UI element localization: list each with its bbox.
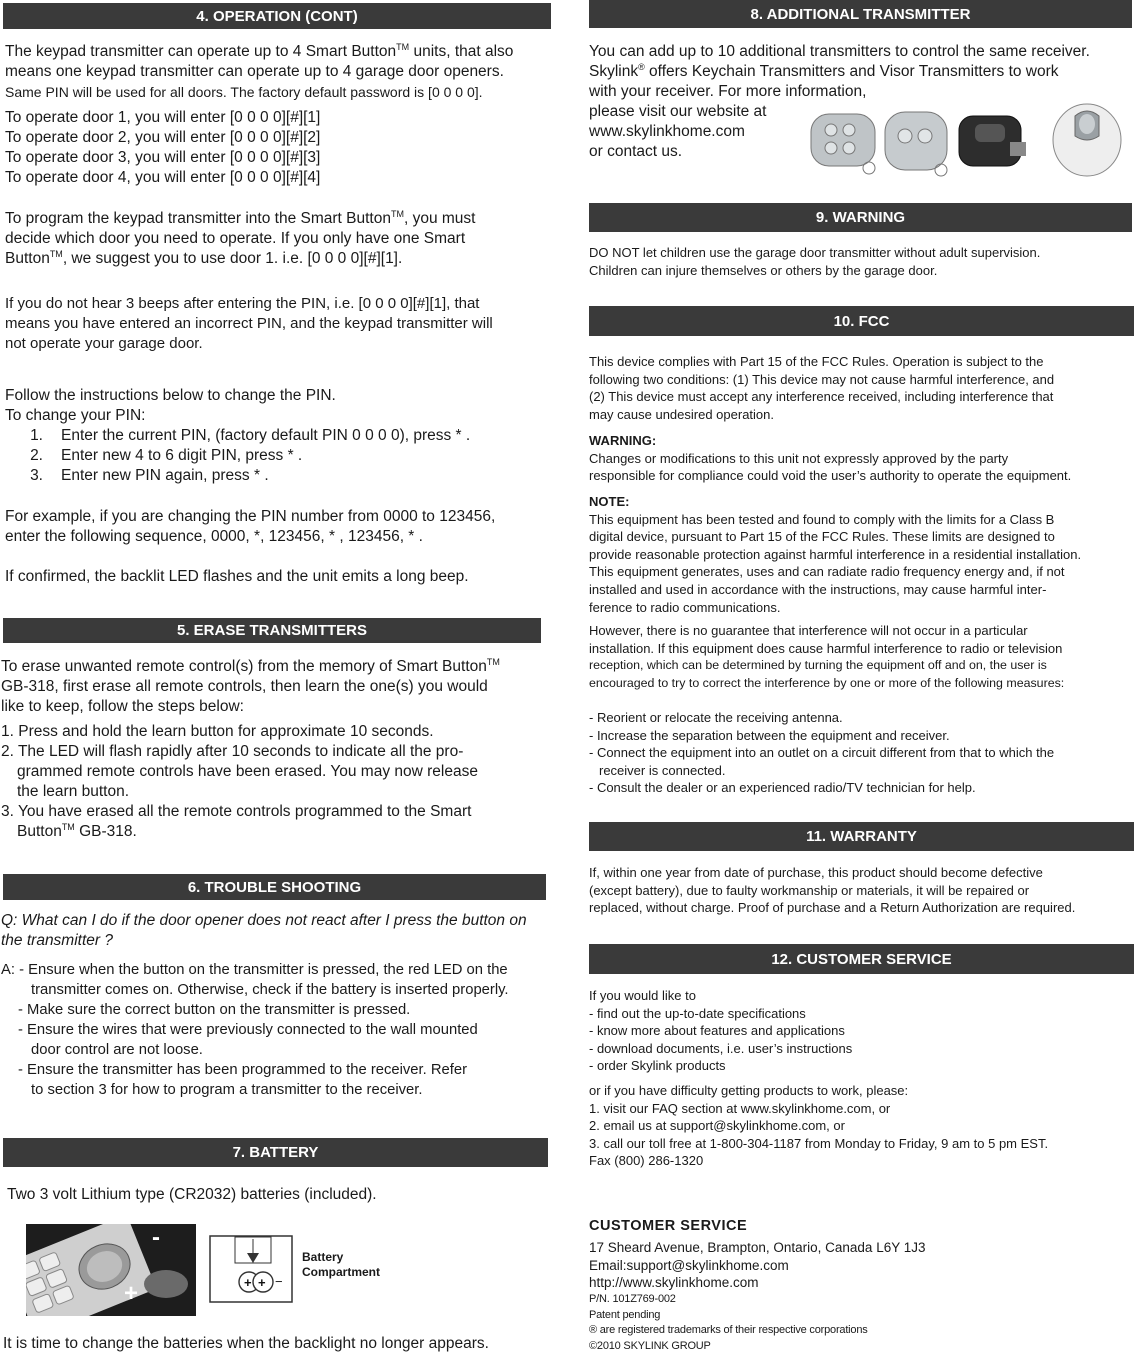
section-header-trouble-shooting: 6. TROUBLE SHOOTING [3, 874, 546, 900]
visor-transmitter-icon [1053, 104, 1121, 176]
fcc-note: NOTE: This equipment has been tested and found to comply with the limits for a Class B digital device, pursuant to Part 15 of the FCC Rules. These limits are designed to provide reasonable protection against harmful interference in a residential installation. This equipment generates, uses and can radiate radio frequency energy and, if not installed and used in accordance with the instructions, may cause harmful inter- ference to radio communications. [589, 494, 1082, 615]
minus-symbol: - [152, 1224, 160, 1251]
fcc-warning: WARNING: Changes or modifications to this unit not expressly approved by the party responsible for compliance could void the user’s authority to operate the equipment. [589, 433, 1072, 484]
additional-transmitter-text: You can add up to 10 additional transmitters to control the same receiver. Skylink® offers Keychain Transmitters and Visor Transmitters to work with your receiver. For more information, please visit our website at www.skylinkhome.com or contact us. [589, 43, 1090, 160]
svg-text:+: + [258, 1275, 266, 1290]
battery-footer: It is time to change the batteries when the backlight no longer appears. [3, 1335, 489, 1352]
plus-symbol: + [124, 1280, 139, 1307]
pin-step: 3. Enter new PIN again, press * . [30, 467, 269, 484]
section-header-operation-cont: 4. OPERATION (CONT) [3, 3, 551, 29]
customer-service-list: If you would like to - find out the up-to-date specifications - know more about features and applications - download documents, i.e. user’s instructions - order Skylink products [589, 988, 853, 1074]
pin-step: 1. Enter the current PIN, (factory default PIN 0 0 0 0), press * . [30, 427, 471, 444]
battery-compartment-label: Battery Compartment [302, 1250, 381, 1279]
section-header-customer-service: 12. CUSTOMER SERVICE [589, 944, 1134, 974]
pin-example: For example, if you are changing the PIN number from 0000 to 123456, enter the following sequence, 0000, *, 123456, * , 123456, * . [5, 508, 496, 545]
keychain-transmitter-2btn-icon [885, 112, 947, 176]
section-header-battery: 7. BATTERY [3, 1138, 548, 1167]
transmitter-images [805, 100, 1123, 180]
erase-intro: To erase unwanted remote control(s) from the memory of Smart Button™ GB-318, first erase all remote controls, then learn the one(s) you would like to keep, follow the steps below: [1, 656, 500, 715]
keychain-transmitter-4btn-icon [811, 114, 875, 174]
section-header-warranty: 11. WARRANTY [589, 822, 1134, 851]
fcc-however: However, there is no guarantee that interference will not occur in a particular installation. If this equipment does cause harmful interference to radio or television reception, which can be determined by turning the equipment off and on, the user is encouraged to try to correct the interference by one or more of the following measures: [589, 623, 1065, 690]
section-header-warning: 9. WARNING [589, 203, 1132, 232]
customer-service-address: 17 Sheard Avenue, Brampton, Ontario, Canada L6Y 1J3 Email:support@skylinkhome.com http://www.skylinkhome.com [589, 1240, 926, 1291]
change-pin-instructions: Follow the instructions below to change the PIN. To change your PIN: 1. Enter the current PIN, (factory default PIN 0 0 0 0), press * . 2. Enter new 4 to 6 digit PIN, press * . 3. Enter new PIN again, press * . [5, 387, 471, 484]
fcc-measures: - Reorient or relocate the receiving antenna. - Increase the separation between the equipment and receiver. - Connect the equipment into an outlet on a circuit different from that to which the receiver is connected. - Consult the dealer or an experienced radio/TV technician for help. [589, 710, 1055, 796]
customer-service-title: CUSTOMER SERVICE [589, 1218, 748, 1234]
confirmed-text: If confirmed, the backlit LED flashes and the unit emits a long beep. [5, 568, 469, 585]
customer-service-help: or if you have difficulty getting products to work, please: 1. visit our FAQ section at www.skylinkhome.com, or 2. email us at support@skylinkhome.com, or 3. call our toll free at 1-800-304-1187 from Monday to Friday, 9 am to 5 pm EST. Fax (800) 286-1320 [589, 1083, 1049, 1169]
keychain-transmitter-black-icon [959, 116, 1026, 166]
section-header-fcc: 10. FCC [589, 306, 1134, 336]
keypad-battery-graphic [26, 1224, 196, 1316]
svg-text:−: − [275, 1274, 283, 1289]
trouble-answers: A: - Ensure when the button on the transmitter is pressed, the red LED on the transmitter comes on. Otherwise, check if the battery is inserted properly. - Make sure the correct button on the transmitter is pressed. - Ensure the wires that were previously connected to the wall mounted door control are not loose. - Ensure the transmitter has been programmed to the receiver. Refer to section 3 for how to program a transmitter to the receiver. [1, 962, 509, 1098]
erase-steps: 1. Press and hold the learn button for approximate 10 seconds. 2. The LED will flash rapidly after 10 seconds to indicate all the pro- grammed remote controls have been erased. You may now release the learn button. 3. You have erased all the remote controls programmed to the Smart Button™ GB-318. [1, 723, 478, 840]
legal-footer: P/N. 101Z769-002 Patent pending ® are registered trademarks of their respective corporations ©2010 SKYLINK GROUP [589, 1293, 868, 1352]
battery-text: Two 3 volt Lithium type (CR2032) batteries (included). [7, 1186, 377, 1203]
pin-step: 2. Enter new 4 to 6 digit PIN, press * . [30, 447, 303, 464]
section-header-erase-transmitters: 5. ERASE TRANSMITTERS [3, 618, 541, 643]
section-header-additional-transmitter: 8. ADDITIONAL TRANSMITTER [589, 0, 1132, 28]
fcc-paragraph: This device complies with Part 15 of the FCC Rules. Operation is subject to the following two conditions: (1) This device may not cause harmful interference, and (2) This device must accept any interference received, including interference that may cause undesired operation. [589, 354, 1055, 422]
battery-photo [26, 1224, 196, 1316]
program-paragraph: To program the keypad transmitter into the Smart Button™, you must decide which door you need to operate. If you only have one Smart Button™, we suggest you to use door 1. i.e. [0 0 0 0][#][1]. [5, 208, 476, 267]
door-pin-list: To operate door 1, you will enter [0 0 0 0][#][1] To operate door 2, you will enter [0 0 0 0][#][2] To operate door 3, you will enter [0 0 0 0][#][3] To operate door 4, you will enter [0 0 0 0][#][4] [5, 109, 321, 186]
svg-text:+: + [244, 1275, 252, 1290]
trouble-question: Q: What can I do if the door opener does not react after I press the button on the transmitter ? [1, 912, 527, 949]
battery-compartment-diagram [209, 1235, 293, 1303]
warning-text: DO NOT let children use the garage door transmitter without adult supervision. Children can injure themselves or others by the garage door. [589, 245, 1041, 278]
incorrect-pin-paragraph: If you do not hear 3 beeps after entering the PIN, i.e. [0 0 0 0][#][1], that means you have entered an incorrect PIN, and the keypad transmitter will not operate your garage door. [5, 295, 493, 352]
warranty-text: If, within one year from date of purchase, this product should become defective (except battery), due to faulty workmanship or materials, it will be repaired or replaced, without charge. Proof of purchase and a Return Authorization are required. [589, 865, 1076, 916]
operation-intro: The keypad transmitter can operate up to 4 Smart Button™ units, that also means one keypad transmitter can operate up to 4 garage door openers. Same PIN will be used for all doors. The factory default password is [0 0 0 0]. [5, 41, 514, 100]
